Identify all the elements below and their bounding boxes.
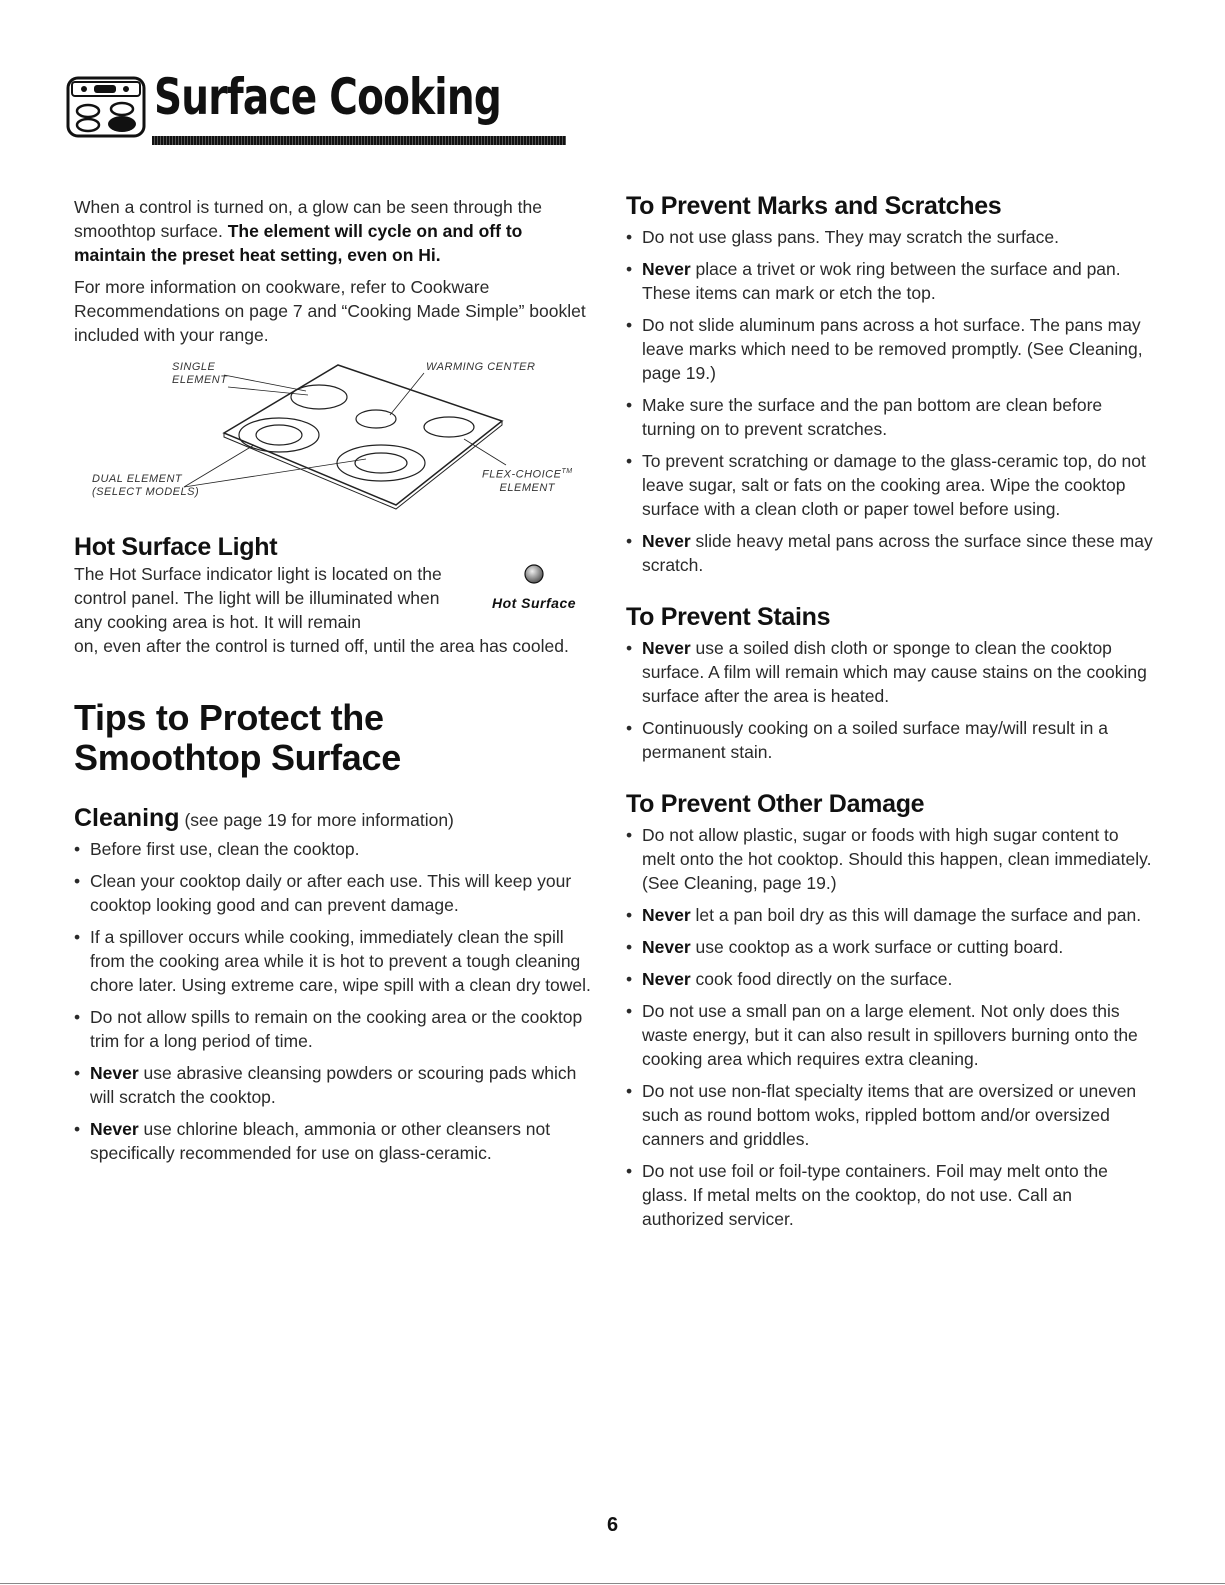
list-item: • If a spillover occurs while cooking, immediately clean the spill from the cooking area while it is hot to prevent a tough cleaning chore later. Using extreme care, wipe spill with a clean dry towel. [74,927,591,995]
list-item: • Do not use foil or foil-type containers. Foil may melt onto the glass. If metal melts on the cooktop, do not use. Call an authorized servicer. [626,1161,1108,1229]
indicator-caption: Hot Surface [491,595,577,611]
list-item: • Do not allow plastic, sugar or foods with high sugar content to melt onto the hot cooktop. Should this happen, clean immediately. (See Cleaning, page 19.) [626,825,1152,893]
list-item: • Never cook food directly on the surface. [626,969,953,989]
hot-surface-text: The Hot Surface indicator light is located on the control panel. The light will be illuminated when any cooking area is hot. It will remain [74,564,442,632]
page-number: 6 [606,1514,619,1536]
cleaning-heading: Cleaning (see page 19 for more information) [74,804,454,832]
list-item: • Never place a trivet or wok ring between the surface and pan. These items can mark or etch the top. [626,259,1121,303]
list-item: • Never use abrasive cleansing powders or scouring pads which will scratch the cooktop. [74,1063,577,1107]
damage-section [626,790,1156,1231]
list-item: • Continuously cooking on a soiled surface may/will result in a permanent stain. [626,718,1108,762]
tips-heading-line-2: Smoothtop Surface [74,737,401,778]
list-item: • Never use chlorine bleach, ammonia or other cleansers not specifically recommended for use on glass-ceramic. [74,1119,551,1163]
cooktop-diagram [74,361,594,511]
list-item: • Do not slide aluminum pans across a hot surface. The pans may leave marks which need to be removed promptly. (See Cleaning, page 19.) [626,315,1143,383]
stains-section [626,603,1156,764]
page-header [66,68,506,150]
list-item: • To prevent scratching or damage to the glass-ceramic top, do not leave sugar, salt or fats on the cooking area. Wipe the cooktop surface with a clean cloth or paper towel before using. [626,451,1146,519]
marks-heading: To Prevent Marks and Scratches [626,192,1002,220]
page-bottom-rule [0,1583,1225,1584]
right-column [626,192,1156,1239]
damage-heading: To Prevent Other Damage [626,790,925,818]
tips-heading-block [74,698,594,778]
intro-text: When a control is turned on, a glow can be seen through the smoothtop surface. [74,197,542,241]
intro-paragraph-1 [74,195,594,267]
hot-surface-text-continued: on, even after the control is turned off, until the area has cooled. [74,636,569,656]
left-column [74,195,594,1173]
list-item: • Never slide heavy metal pans across the surface since these may scratch. [626,531,1153,575]
stains-heading: To Prevent Stains [626,603,831,631]
cooktop-icon [66,76,146,138]
damage-list [626,823,1156,1231]
list-item: • Make sure the surface and the pan bottom are clean before turning on to prevent scratches. [626,395,1103,439]
dual-element-label: DUAL ELEMENT (SELECT MODELS) [92,473,200,498]
indicator-light-icon [523,563,545,585]
list-item: • Never let a pan boil dry as this will damage the surface and pan. [626,905,1142,925]
single-element-label: SINGLE ELEMENT [172,361,228,386]
stains-list [626,636,1156,764]
hot-surface-section [74,533,594,658]
tips-heading-line-1: Tips to Protect the [74,697,384,738]
warming-center-label: WARMING CENTER [426,361,536,373]
hot-surface-heading: Hot Surface Light [74,533,278,561]
list-item: • Clean your cooktop daily or after each use. This will keep your cooktop looking good and can prevent damage. [74,871,572,915]
list-item: • Never use a soiled dish cloth or sponge to clean the cooktop surface. A film will remain which may cause stains on the cooking surface after the area is heated. [626,638,1147,706]
list-item: • Never use cooktop as a work surface or cutting board. [626,937,1064,957]
list-item: • Do not use non-flat specialty items that are oversized or uneven such as round bottom woks, rippled bottom and/or oversized canners and griddles. [626,1081,1137,1149]
list-item: • Do not use a small pan on a large element. Not only does this waste energy, but it can also result in spillovers burning onto the cooking area which requires extra cleaning. [626,1001,1138,1069]
marks-list [626,225,1156,577]
title-underline [152,136,566,145]
page-title: Surface Cooking [154,68,502,126]
list-item: • Do not use glass pans. They may scratch the surface. [626,227,1059,247]
intro-paragraph-2: For more information on cookware, refer to Cookware Recommendations on page 7 and “Cooking Made Simple” booklet included with your range. [74,277,586,345]
cleaning-list [74,837,594,1165]
hot-surface-indicator [474,563,594,611]
flex-choice-element-label: FLEX-CHOICE™ ELEMENT [482,468,573,494]
intro-emphasis: The element will cycle on and off to maintain the preset heat setting, even on Hi. [74,221,523,265]
list-item: • Before first use, clean the cooktop. [74,839,360,859]
list-item: • Do not allow spills to remain on the cooking area or the cooktop trim for a long period of time. [74,1007,583,1051]
